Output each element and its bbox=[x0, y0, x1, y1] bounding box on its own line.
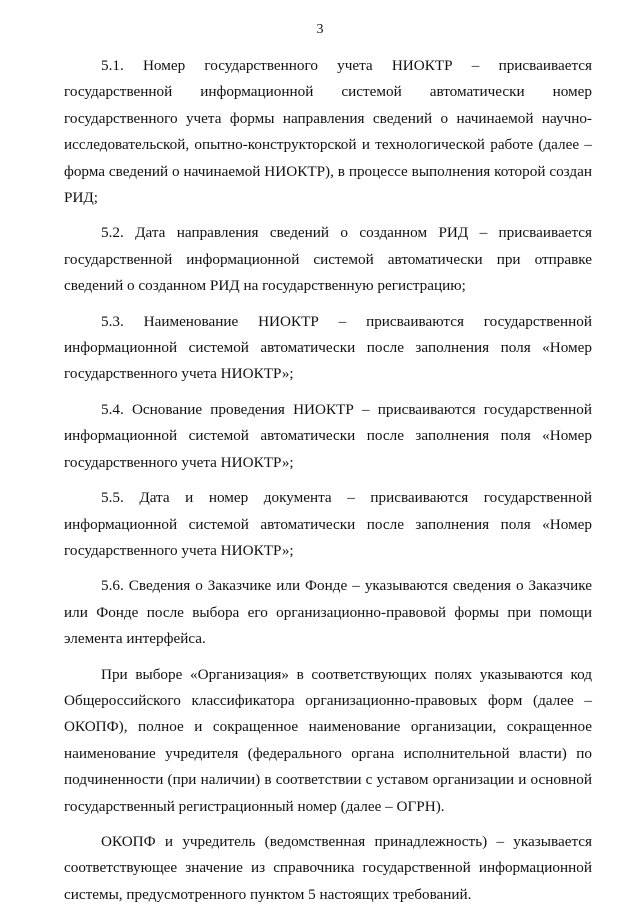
paragraph-5-3: 5.3. Наименование НИОКТР – присваиваются государственной информационной системой автоматически после заполнения поля «Номер государственного учета НИОКТР»; bbox=[64, 312, 592, 383]
paragraph-5-1: 5.1. Номер государственного учета НИОКТР – присваивается государственной информационной системой автоматически номер государственного учета формы направления сведений о начинаемой научно-исследовательской, опытно-конструкторской и технологической работе (далее – форма сведений о начинаемой НИОКТР), в процессе выполнения которой создан РИД; bbox=[64, 57, 592, 207]
paragraph-5-6: 5.6. Сведения о Заказчике или Фонде – указываются сведения о Заказчике или Фонде после выбора его организационно-правовой формы при помощи элемента интерфейса. bbox=[64, 577, 592, 648]
paragraph-okopf: ОКОПФ и учредитель (ведомственная принадлежность) – указывается соответствующее значение из справочника государственной информационной системы, предусмотренного пунктом 5 настоящих требований. bbox=[64, 832, 592, 903]
paragraph-5-5: 5.5. Дата и номер документа – присваиваются государственной информационной системой автоматически после заполнения поля «Номер государственного учета НИОКТР»; bbox=[64, 489, 592, 559]
document-body bbox=[64, 53, 592, 917]
page-number: 3 bbox=[316, 22, 324, 37]
paragraph-organization: При выборе «Организация» в соответствующих полях указываются код Общероссийского классификатора организационно-правовых форм (далее – ОКОПФ), полное и сокращенное наименование организации, сокращенное наименование учредителя (федерального органа исполнительной власти) по подчиненности (при наличии) в соответствии с уставом организации и основной государственный регистрационный номер (далее – ОГРН). bbox=[64, 665, 592, 815]
paragraph-5-2: 5.2. Дата направления сведений о созданном РИД – присваивается государственной информационной системой автоматически при отправке сведений о созданном РИД на государственную регистрацию; bbox=[64, 224, 592, 295]
paragraph-5-4: 5.4. Основание проведения НИОКТР – присваиваются государственной информационной системой автоматически после заполнения поля «Номер государственного учета НИОКТР»; bbox=[64, 400, 592, 471]
